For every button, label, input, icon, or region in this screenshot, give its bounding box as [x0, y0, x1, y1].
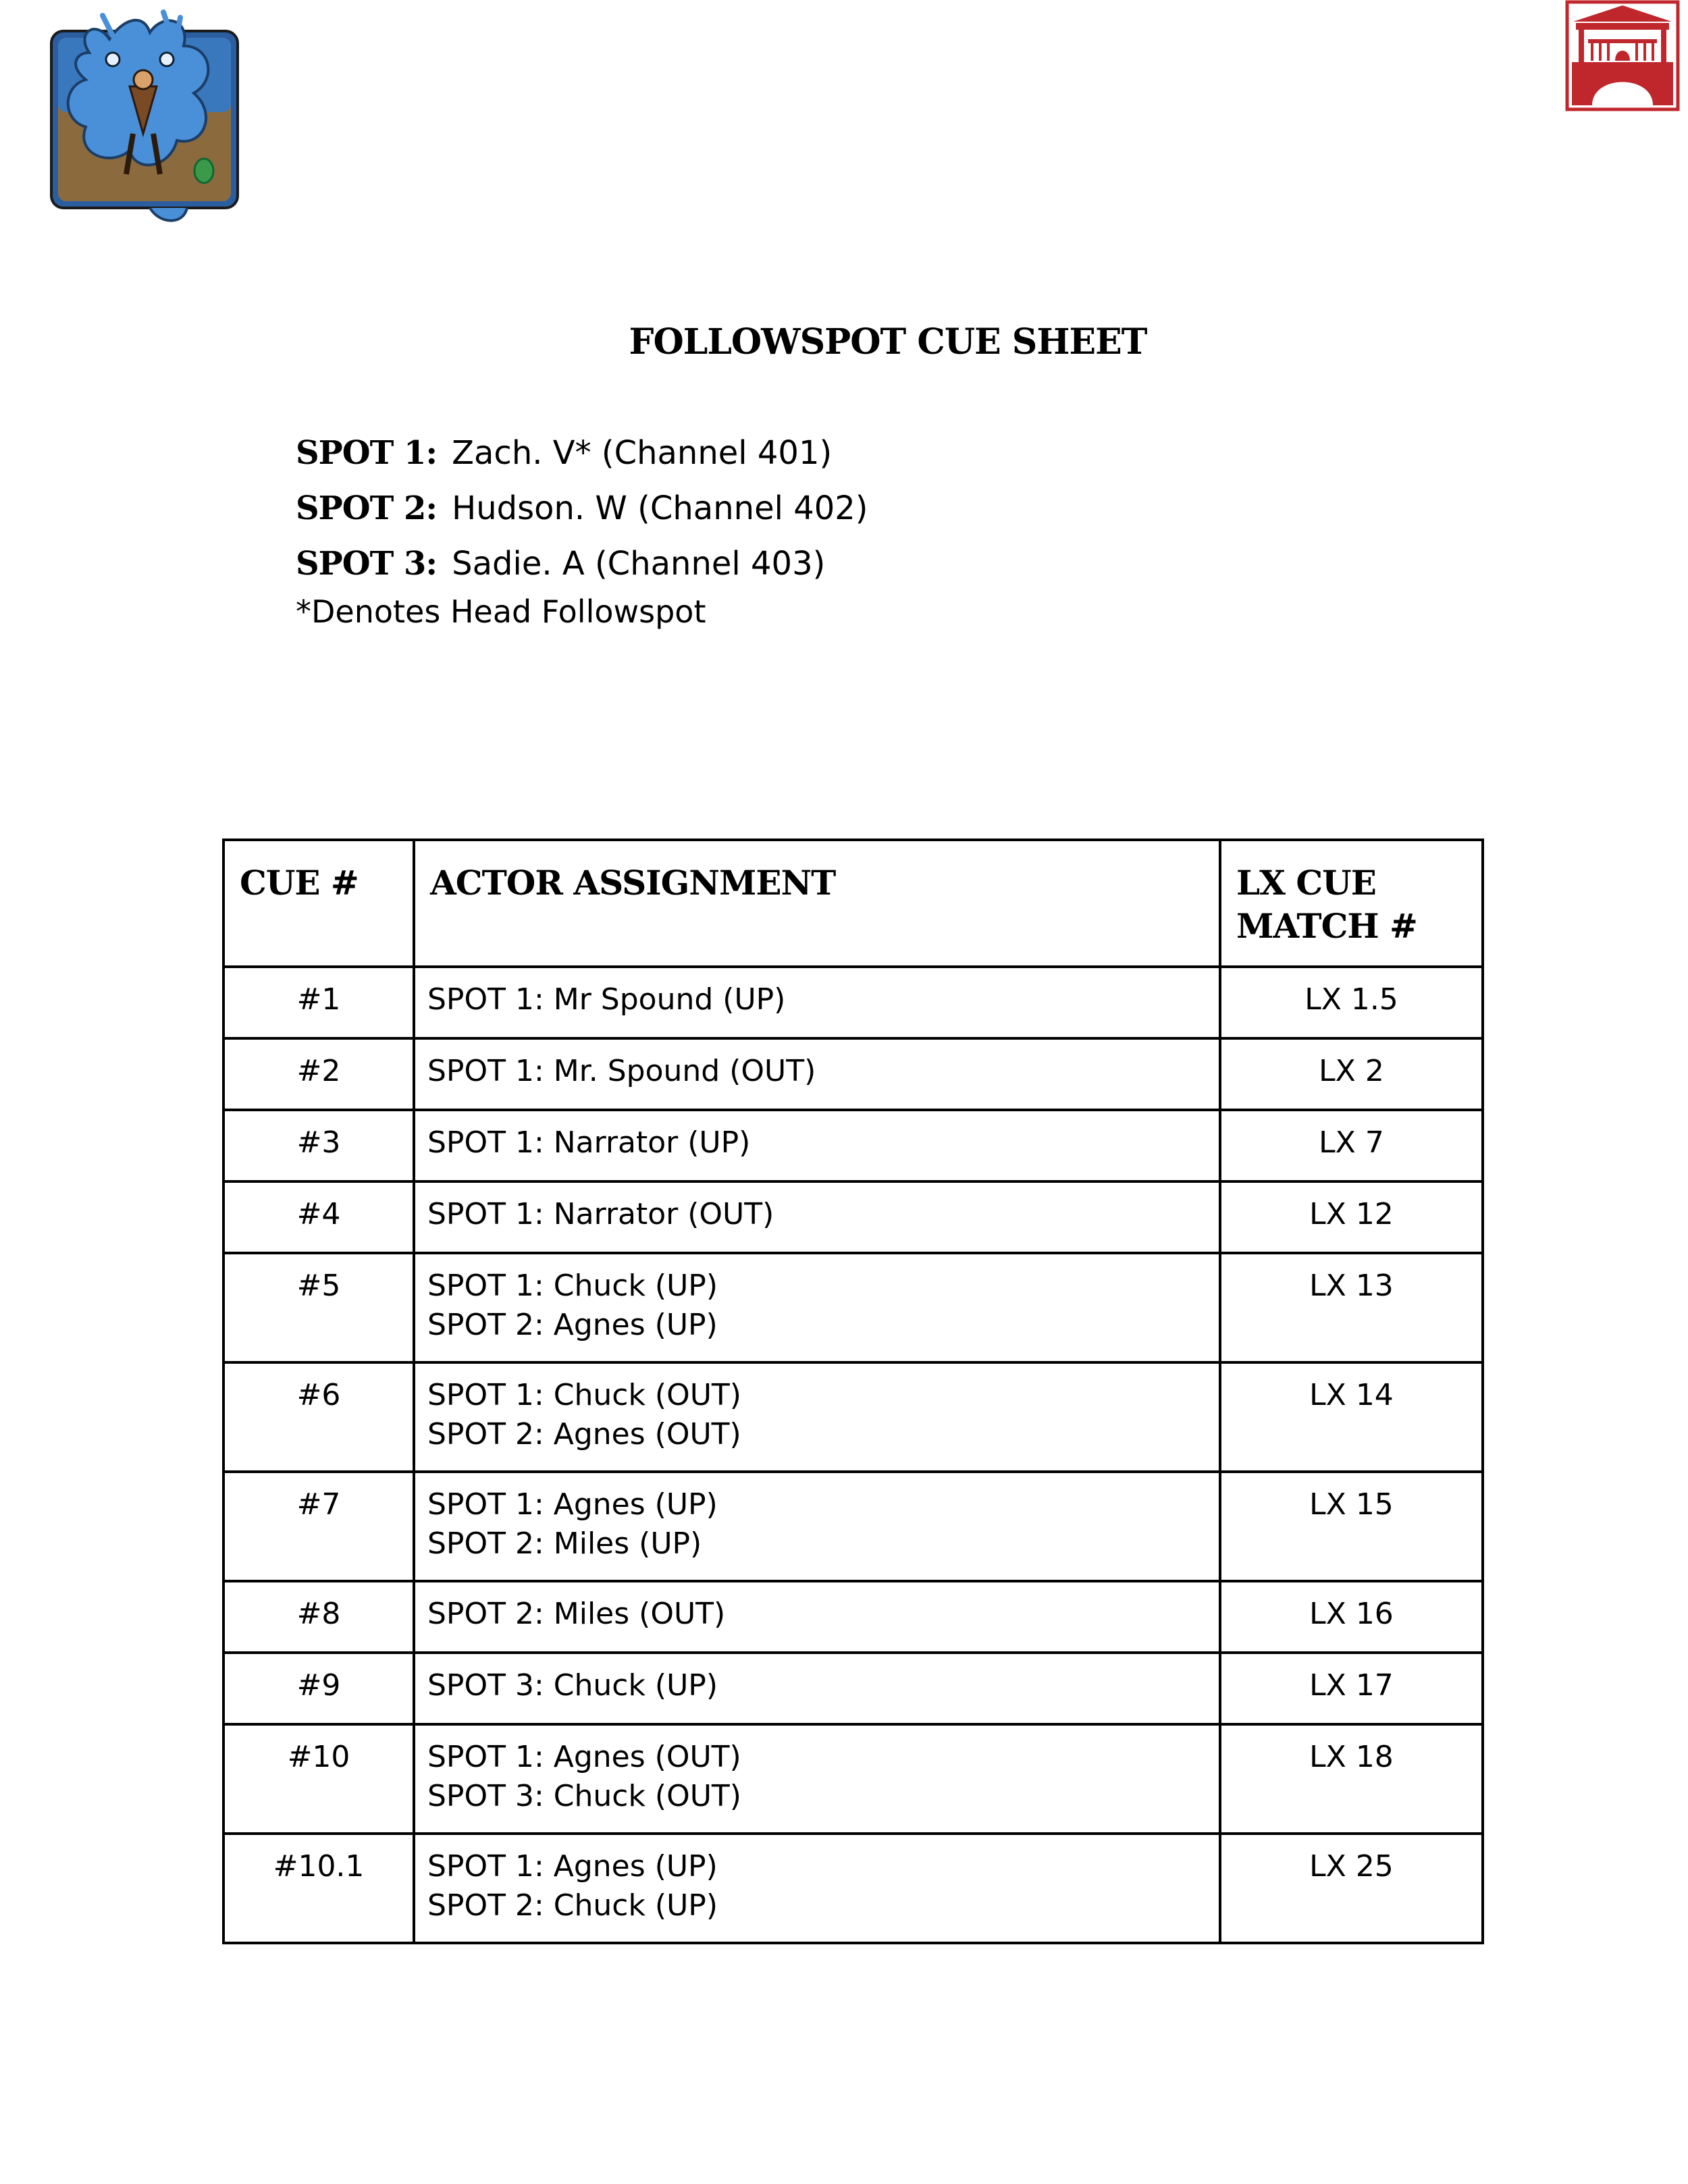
header-lx-line-1: LX CUE — [1236, 863, 1376, 903]
actor-assignment — [414, 1181, 1220, 1253]
spot-action: SPOT 1: Mr. Spound (OUT) — [427, 1054, 816, 1088]
spot-action: SPOT 1: Chuck (UP) — [427, 1269, 718, 1303]
lx-cue-match: LX 17 — [1220, 1653, 1483, 1724]
cue-table-body — [223, 967, 1483, 1943]
lx-cue-match: LX 1.5 — [1220, 967, 1483, 1038]
header-cue: CUE # — [223, 840, 414, 967]
table-row — [223, 1653, 1483, 1724]
table-row — [223, 1834, 1483, 1943]
show-artwork-logo — [49, 5, 240, 228]
spot-action: SPOT 1: Agnes (UP) — [427, 1487, 718, 1522]
spot-action: SPOT 3: Chuck (UP) — [427, 1668, 718, 1703]
lx-cue-match: LX 16 — [1220, 1581, 1483, 1653]
crew-line-spot-1 — [296, 425, 868, 481]
actor-assignment — [414, 1038, 1220, 1110]
header-lx-line-2: MATCH # — [1236, 906, 1417, 946]
cue-number: #6 — [223, 1362, 414, 1472]
table-row — [223, 1038, 1483, 1110]
lx-cue-match: LX 15 — [1220, 1472, 1483, 1581]
spot-action: SPOT 1: Agnes (OUT) — [427, 1740, 741, 1774]
spot-action: SPOT 1: Narrator (UP) — [427, 1125, 751, 1160]
cue-number: #9 — [223, 1653, 414, 1724]
table-row — [223, 1110, 1483, 1181]
table-row — [223, 1581, 1483, 1653]
actor-assignment — [414, 1472, 1220, 1581]
header-lx-cue-match — [1220, 840, 1483, 967]
actor-assignment — [414, 967, 1220, 1038]
crew-label: SPOT 3: — [296, 545, 438, 583]
spot-action: SPOT 2: Miles (UP) — [427, 1526, 702, 1561]
spot-action: SPOT 1: Narrator (OUT) — [427, 1197, 774, 1231]
cue-number: #4 — [223, 1181, 414, 1253]
actor-assignment — [414, 1724, 1220, 1834]
cue-number: #10.1 — [223, 1834, 414, 1943]
crew-line-spot-3 — [296, 536, 868, 591]
spot-action: SPOT 1: Mr Spound (UP) — [427, 982, 786, 1017]
spot-action: SPOT 3: Chuck (OUT) — [427, 1779, 741, 1813]
actor-assignment — [414, 1110, 1220, 1181]
theatre-building-logo — [1565, 0, 1680, 111]
spot-action: SPOT 2: Miles (OUT) — [427, 1597, 726, 1631]
actor-assignment — [414, 1581, 1220, 1653]
actor-assignment — [414, 1834, 1220, 1943]
followspot-crew-list — [296, 425, 868, 632]
actor-assignment — [414, 1253, 1220, 1362]
cue-number: #2 — [223, 1038, 414, 1110]
cue-number: #10 — [223, 1724, 414, 1834]
cue-table — [222, 838, 1484, 1944]
spot-action: SPOT 2: Agnes (OUT) — [427, 1417, 741, 1451]
cue-number: #5 — [223, 1253, 414, 1362]
lx-cue-match: LX 12 — [1220, 1181, 1483, 1253]
cue-number: #7 — [223, 1472, 414, 1581]
lx-cue-match: LX 14 — [1220, 1362, 1483, 1472]
crew-operator: Sadie. A (Channel 403) — [452, 545, 826, 583]
crew-label: SPOT 2: — [296, 489, 438, 527]
lx-cue-match: LX 18 — [1220, 1724, 1483, 1834]
cue-table-header — [223, 840, 1483, 967]
head-followspot-note: *Denotes Head Followspot — [296, 593, 706, 630]
spot-action: SPOT 1: Agnes (UP) — [427, 1849, 718, 1884]
header-actor-assignment: ACTOR ASSIGNMENT — [414, 840, 1220, 967]
lx-cue-match: LX 25 — [1220, 1834, 1483, 1943]
lx-cue-match: LX 13 — [1220, 1253, 1483, 1362]
lx-cue-match: LX 2 — [1220, 1038, 1483, 1110]
crew-operator: Zach. V* (Channel 401) — [452, 434, 833, 472]
table-row — [223, 967, 1483, 1038]
crew-line-spot-2 — [296, 481, 868, 536]
actor-assignment — [414, 1653, 1220, 1724]
cue-number: #1 — [223, 967, 414, 1038]
spot-action: SPOT 1: Chuck (OUT) — [427, 1378, 741, 1412]
cue-number: #8 — [223, 1581, 414, 1653]
crew-label: SPOT 1: — [296, 434, 438, 472]
table-row — [223, 1253, 1483, 1362]
actor-assignment — [414, 1362, 1220, 1472]
cue-number: #3 — [223, 1110, 414, 1181]
crew-operator: Hudson. W (Channel 402) — [452, 489, 868, 527]
page-title: FOLLOWSPOT CUE SHEET — [629, 321, 1147, 363]
spot-action: SPOT 2: Agnes (UP) — [427, 1308, 718, 1342]
table-row — [223, 1181, 1483, 1253]
table-row — [223, 1472, 1483, 1581]
table-row — [223, 1724, 1483, 1834]
spot-action: SPOT 2: Chuck (UP) — [427, 1888, 718, 1923]
table-row — [223, 1362, 1483, 1472]
lx-cue-match: LX 7 — [1220, 1110, 1483, 1181]
